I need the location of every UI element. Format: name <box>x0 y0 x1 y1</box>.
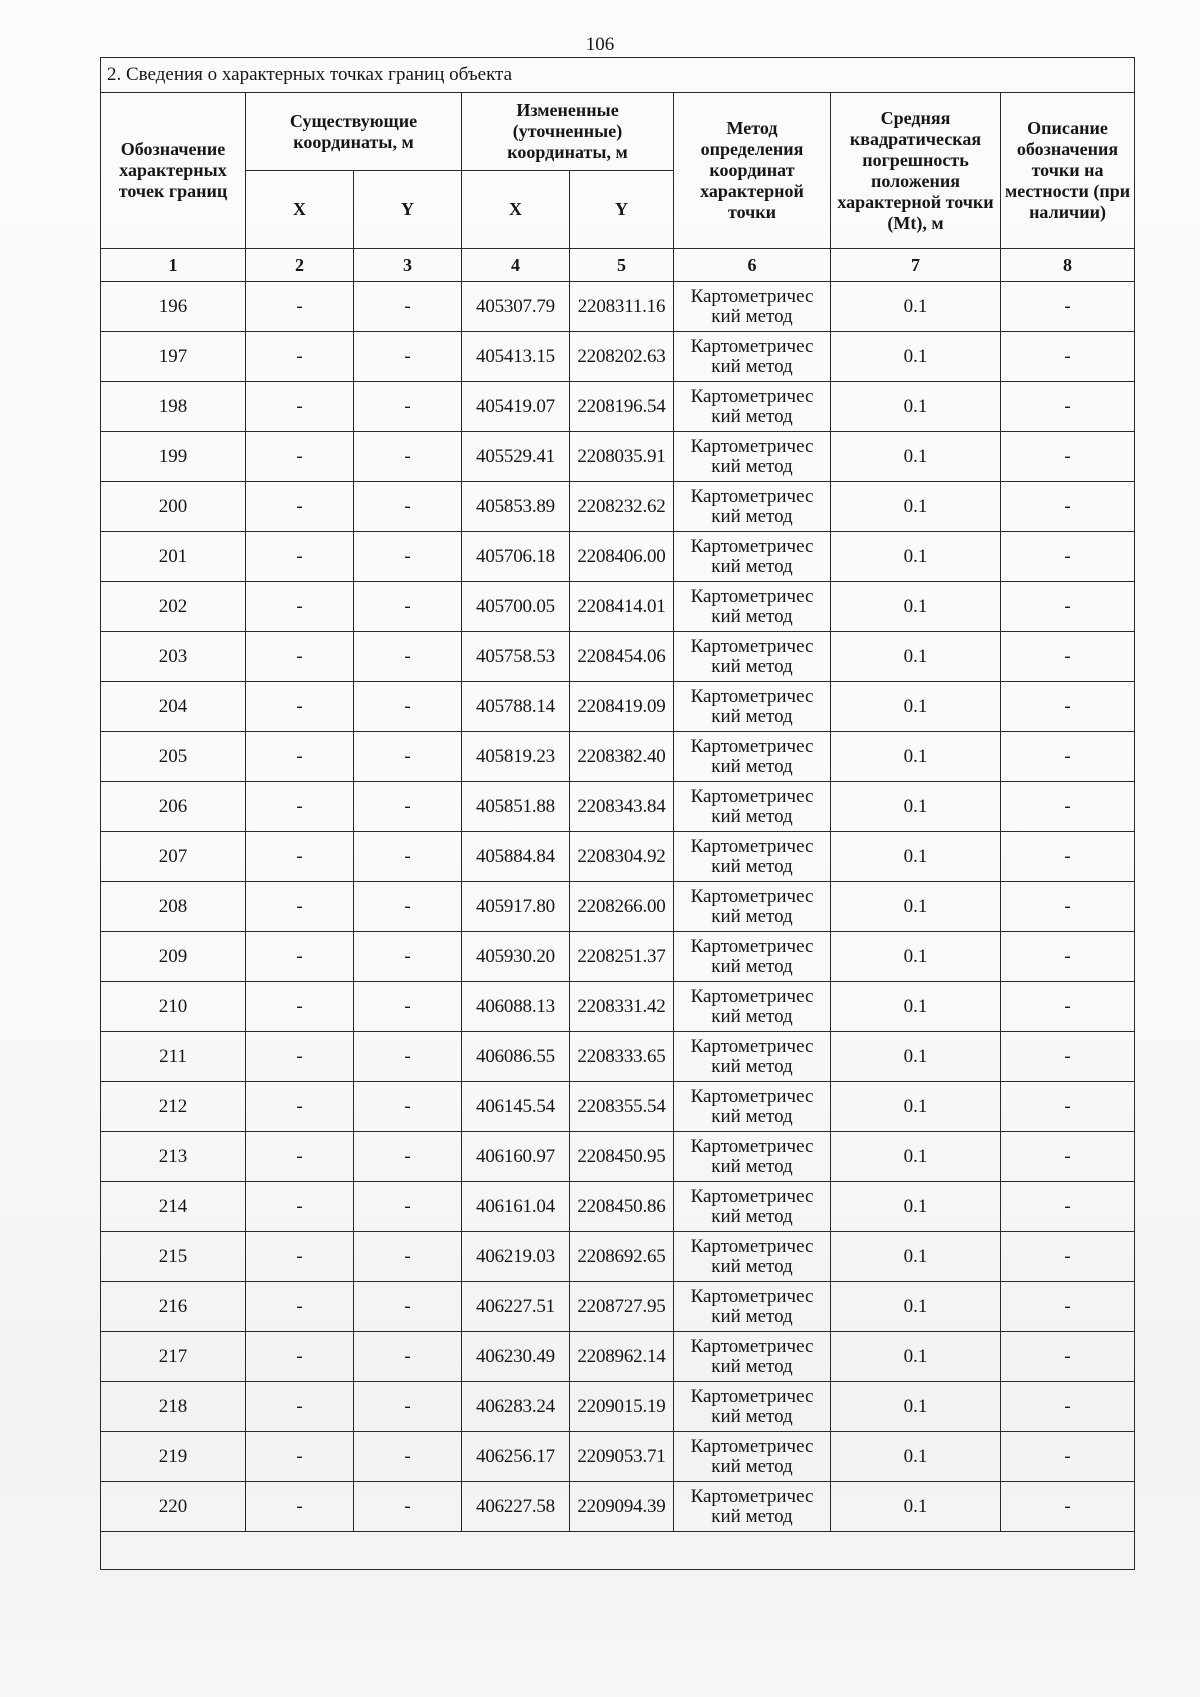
existing-y-cell: - <box>354 1332 462 1382</box>
existing-x-cell: - <box>246 332 354 382</box>
description-cell: - <box>1001 1082 1135 1132</box>
table-row <box>101 1232 1135 1282</box>
description-cell: - <box>1001 332 1135 382</box>
changed-y-cell: 2208343.84 <box>570 782 674 832</box>
method-cell: Картометричес кий метод <box>674 1082 831 1132</box>
error-cell: 0.1 <box>831 382 1001 432</box>
changed-y-cell: 2208406.00 <box>570 532 674 582</box>
point-id-cell: 213 <box>101 1132 246 1182</box>
point-id-cell: 220 <box>101 1482 246 1532</box>
description-cell: - <box>1001 632 1135 682</box>
error-cell: 0.1 <box>831 482 1001 532</box>
point-id-cell: 198 <box>101 382 246 432</box>
error-cell: 0.1 <box>831 682 1001 732</box>
changed-x-cell: 405884.84 <box>462 832 570 882</box>
changed-x-cell: 405307.79 <box>462 282 570 332</box>
table-row <box>101 532 1135 582</box>
column-number-cell: 6 <box>674 249 831 282</box>
error-cell: 0.1 <box>831 582 1001 632</box>
table-row <box>101 882 1135 932</box>
changed-y-cell: 2208202.63 <box>570 332 674 382</box>
changed-y-cell: 2208727.95 <box>570 1282 674 1332</box>
table-row <box>101 1382 1135 1432</box>
point-id-cell: 204 <box>101 682 246 732</box>
method-cell: Картометричес кий метод <box>674 432 831 482</box>
existing-y-cell: - <box>354 832 462 882</box>
point-id-cell: 203 <box>101 632 246 682</box>
existing-x-cell: - <box>246 882 354 932</box>
table-row <box>101 1282 1135 1332</box>
error-cell: 0.1 <box>831 332 1001 382</box>
existing-y-cell: - <box>354 982 462 1032</box>
changed-x-cell: 406088.13 <box>462 982 570 1032</box>
column-number-row <box>101 249 1135 282</box>
existing-x-cell: - <box>246 632 354 682</box>
changed-y-cell: 2208962.14 <box>570 1332 674 1382</box>
header-changed-y: Y <box>570 171 674 249</box>
description-cell: - <box>1001 582 1135 632</box>
header-point-designation: Обозначение характерных точек границ <box>101 93 246 249</box>
existing-y-cell: - <box>354 1182 462 1232</box>
description-cell: - <box>1001 282 1135 332</box>
header-method: Метод определения координат характерной точки <box>674 93 831 249</box>
changed-y-cell: 2208382.40 <box>570 732 674 782</box>
changed-y-cell: 2208311.16 <box>570 282 674 332</box>
method-cell: Картометричес кий метод <box>674 932 831 982</box>
table-row <box>101 582 1135 632</box>
changed-x-cell: 406219.03 <box>462 1232 570 1282</box>
header-changed-x: X <box>462 171 570 249</box>
description-cell: - <box>1001 882 1135 932</box>
header-existing-coordinates: Существующие координаты, м <box>246 93 462 171</box>
table-row <box>101 382 1135 432</box>
point-id-cell: 219 <box>101 1432 246 1482</box>
existing-y-cell: - <box>354 732 462 782</box>
description-cell: - <box>1001 682 1135 732</box>
existing-y-cell: - <box>354 1232 462 1282</box>
page-number: 106 <box>585 34 615 55</box>
changed-y-cell: 2209053.71 <box>570 1432 674 1482</box>
error-cell: 0.1 <box>831 1432 1001 1482</box>
error-cell: 0.1 <box>831 532 1001 582</box>
description-cell: - <box>1001 1482 1135 1532</box>
existing-x-cell: - <box>246 1232 354 1282</box>
changed-x-cell: 405700.05 <box>462 582 570 632</box>
table-row <box>101 1082 1135 1132</box>
method-cell: Картометричес кий метод <box>674 1332 831 1382</box>
existing-x-cell: - <box>246 832 354 882</box>
existing-x-cell: - <box>246 282 354 332</box>
error-cell: 0.1 <box>831 432 1001 482</box>
existing-y-cell: - <box>354 882 462 932</box>
existing-x-cell: - <box>246 782 354 832</box>
method-cell: Картометричес кий метод <box>674 1482 831 1532</box>
error-cell: 0.1 <box>831 1182 1001 1232</box>
existing-x-cell: - <box>246 1282 354 1332</box>
existing-x-cell: - <box>246 732 354 782</box>
changed-y-cell: 2208232.62 <box>570 482 674 532</box>
existing-x-cell: - <box>246 682 354 732</box>
table-row <box>101 632 1135 682</box>
existing-y-cell: - <box>354 382 462 432</box>
changed-x-cell: 405419.07 <box>462 382 570 432</box>
error-cell: 0.1 <box>831 632 1001 682</box>
description-cell: - <box>1001 732 1135 782</box>
error-cell: 0.1 <box>831 1082 1001 1132</box>
existing-y-cell: - <box>354 282 462 332</box>
error-cell: 0.1 <box>831 1332 1001 1382</box>
existing-x-cell: - <box>246 1332 354 1382</box>
changed-x-cell: 406160.97 <box>462 1132 570 1182</box>
point-id-cell: 201 <box>101 532 246 582</box>
table-row <box>101 782 1135 832</box>
method-cell: Картометричес кий метод <box>674 282 831 332</box>
changed-y-cell: 2208333.65 <box>570 1032 674 1082</box>
description-cell: - <box>1001 1432 1135 1482</box>
changed-x-cell: 406256.17 <box>462 1432 570 1482</box>
existing-x-cell: - <box>246 582 354 632</box>
point-id-cell: 200 <box>101 482 246 532</box>
existing-x-cell: - <box>246 1132 354 1182</box>
column-number-cell: 7 <box>831 249 1001 282</box>
table-row <box>101 832 1135 882</box>
changed-x-cell: 405819.23 <box>462 732 570 782</box>
description-cell: - <box>1001 1232 1135 1282</box>
existing-x-cell: - <box>246 1432 354 1482</box>
table-row <box>101 1032 1135 1082</box>
section-title: 2. Сведения о характерных точках границ объекта <box>101 58 1135 93</box>
method-cell: Картометричес кий метод <box>674 332 831 382</box>
error-cell: 0.1 <box>831 932 1001 982</box>
empty-footer-cell <box>101 1532 1135 1570</box>
table-row <box>101 732 1135 782</box>
existing-x-cell: - <box>246 1182 354 1232</box>
point-id-cell: 214 <box>101 1182 246 1232</box>
description-cell: - <box>1001 932 1135 982</box>
error-cell: 0.1 <box>831 282 1001 332</box>
header-mean-square-error: Средняя квадратическая погрешность положения характерной точки (Mt), м <box>831 93 1001 249</box>
column-number-cell: 5 <box>570 249 674 282</box>
error-cell: 0.1 <box>831 1132 1001 1182</box>
existing-y-cell: - <box>354 782 462 832</box>
changed-y-cell: 2208355.54 <box>570 1082 674 1132</box>
description-cell: - <box>1001 982 1135 1032</box>
existing-y-cell: - <box>354 1432 462 1482</box>
changed-y-cell: 2208304.92 <box>570 832 674 882</box>
method-cell: Картометричес кий метод <box>674 882 831 932</box>
method-cell: Картометричес кий метод <box>674 1432 831 1482</box>
description-cell: - <box>1001 1332 1135 1382</box>
point-id-cell: 215 <box>101 1232 246 1282</box>
changed-x-cell: 406161.04 <box>462 1182 570 1232</box>
changed-x-cell: 406230.49 <box>462 1332 570 1382</box>
existing-y-cell: - <box>354 1282 462 1332</box>
table-row <box>101 1482 1135 1532</box>
point-id-cell: 209 <box>101 932 246 982</box>
changed-y-cell: 2208450.95 <box>570 1132 674 1182</box>
method-cell: Картометричес кий метод <box>674 1282 831 1332</box>
point-id-cell: 196 <box>101 282 246 332</box>
table-row <box>101 932 1135 982</box>
point-id-cell: 202 <box>101 582 246 632</box>
table-row <box>101 682 1135 732</box>
existing-y-cell: - <box>354 482 462 532</box>
existing-y-cell: - <box>354 1482 462 1532</box>
error-cell: 0.1 <box>831 1482 1001 1532</box>
description-cell: - <box>1001 482 1135 532</box>
point-id-cell: 211 <box>101 1032 246 1082</box>
changed-x-cell: 405413.15 <box>462 332 570 382</box>
column-number-cell: 1 <box>101 249 246 282</box>
method-cell: Картометричес кий метод <box>674 1032 831 1082</box>
changed-y-cell: 2208414.01 <box>570 582 674 632</box>
existing-y-cell: - <box>354 932 462 982</box>
table-row <box>101 1182 1135 1232</box>
changed-y-cell: 2208251.37 <box>570 932 674 982</box>
existing-x-cell: - <box>246 1082 354 1132</box>
method-cell: Картометричес кий метод <box>674 732 831 782</box>
method-cell: Картометричес кий метод <box>674 982 831 1032</box>
description-cell: - <box>1001 1382 1135 1432</box>
method-cell: Картометричес кий метод <box>674 532 831 582</box>
changed-y-cell: 2208454.06 <box>570 632 674 682</box>
point-id-cell: 216 <box>101 1282 246 1332</box>
error-cell: 0.1 <box>831 1232 1001 1282</box>
description-cell: - <box>1001 1282 1135 1332</box>
header-existing-x: X <box>246 171 354 249</box>
changed-y-cell: 2209094.39 <box>570 1482 674 1532</box>
method-cell: Картометричес кий метод <box>674 1232 831 1282</box>
changed-x-cell: 405917.80 <box>462 882 570 932</box>
existing-y-cell: - <box>354 582 462 632</box>
header-changed-coordinates: Измененные (уточненные) координаты, м <box>462 93 674 171</box>
existing-y-cell: - <box>354 532 462 582</box>
changed-y-cell: 2208196.54 <box>570 382 674 432</box>
existing-x-cell: - <box>246 532 354 582</box>
table-row <box>101 282 1135 332</box>
column-number-cell: 2 <box>246 249 354 282</box>
method-cell: Картометричес кий метод <box>674 682 831 732</box>
description-cell: - <box>1001 1182 1135 1232</box>
changed-y-cell: 2208331.42 <box>570 982 674 1032</box>
error-cell: 0.1 <box>831 832 1001 882</box>
changed-x-cell: 406227.51 <box>462 1282 570 1332</box>
point-id-cell: 205 <box>101 732 246 782</box>
point-id-cell: 207 <box>101 832 246 882</box>
existing-y-cell: - <box>354 1132 462 1182</box>
existing-y-cell: - <box>354 432 462 482</box>
boundary-points-table <box>100 57 1135 1570</box>
changed-x-cell: 406145.54 <box>462 1082 570 1132</box>
table-row <box>101 482 1135 532</box>
existing-x-cell: - <box>246 382 354 432</box>
changed-y-cell: 2208266.00 <box>570 882 674 932</box>
description-cell: - <box>1001 382 1135 432</box>
point-id-cell: 217 <box>101 1332 246 1382</box>
method-cell: Картометричес кий метод <box>674 582 831 632</box>
method-cell: Картометричес кий метод <box>674 1182 831 1232</box>
changed-x-cell: 406086.55 <box>462 1032 570 1082</box>
error-cell: 0.1 <box>831 1032 1001 1082</box>
existing-y-cell: - <box>354 682 462 732</box>
error-cell: 0.1 <box>831 1282 1001 1332</box>
existing-y-cell: - <box>354 1082 462 1132</box>
description-cell: - <box>1001 432 1135 482</box>
existing-x-cell: - <box>246 1032 354 1082</box>
method-cell: Картометричес кий метод <box>674 1132 831 1182</box>
existing-x-cell: - <box>246 1482 354 1532</box>
table-row <box>101 1132 1135 1182</box>
changed-y-cell: 2209015.19 <box>570 1382 674 1432</box>
existing-x-cell: - <box>246 982 354 1032</box>
error-cell: 0.1 <box>831 782 1001 832</box>
table-row <box>101 1432 1135 1482</box>
description-cell: - <box>1001 1132 1135 1182</box>
changed-x-cell: 406227.58 <box>462 1482 570 1532</box>
method-cell: Картометричес кий метод <box>674 482 831 532</box>
existing-x-cell: - <box>246 432 354 482</box>
description-cell: - <box>1001 832 1135 882</box>
changed-x-cell: 405851.88 <box>462 782 570 832</box>
point-id-cell: 199 <box>101 432 246 482</box>
column-number-cell: 8 <box>1001 249 1135 282</box>
changed-x-cell: 405706.18 <box>462 532 570 582</box>
method-cell: Картометричес кий метод <box>674 832 831 882</box>
changed-x-cell: 405529.41 <box>462 432 570 482</box>
method-cell: Картометричес кий метод <box>674 1382 831 1432</box>
changed-x-cell: 405930.20 <box>462 932 570 982</box>
changed-x-cell: 405853.89 <box>462 482 570 532</box>
existing-x-cell: - <box>246 932 354 982</box>
existing-x-cell: - <box>246 1382 354 1432</box>
changed-y-cell: 2208035.91 <box>570 432 674 482</box>
table-row <box>101 1332 1135 1382</box>
changed-x-cell: 405758.53 <box>462 632 570 682</box>
existing-y-cell: - <box>354 1382 462 1432</box>
method-cell: Картометричес кий метод <box>674 382 831 432</box>
existing-y-cell: - <box>354 332 462 382</box>
table-row <box>101 982 1135 1032</box>
changed-y-cell: 2208692.65 <box>570 1232 674 1282</box>
empty-footer-row <box>101 1532 1135 1570</box>
point-id-cell: 197 <box>101 332 246 382</box>
table-row <box>101 432 1135 482</box>
point-id-cell: 208 <box>101 882 246 932</box>
table-row <box>101 332 1135 382</box>
error-cell: 0.1 <box>831 882 1001 932</box>
changed-y-cell: 2208419.09 <box>570 682 674 732</box>
existing-y-cell: - <box>354 632 462 682</box>
method-cell: Картометричес кий метод <box>674 632 831 682</box>
column-number-cell: 3 <box>354 249 462 282</box>
description-cell: - <box>1001 532 1135 582</box>
changed-x-cell: 405788.14 <box>462 682 570 732</box>
error-cell: 0.1 <box>831 982 1001 1032</box>
header-existing-y: Y <box>354 171 462 249</box>
point-id-cell: 212 <box>101 1082 246 1132</box>
existing-x-cell: - <box>246 482 354 532</box>
existing-y-cell: - <box>354 1032 462 1082</box>
description-cell: - <box>1001 1032 1135 1082</box>
column-number-cell: 4 <box>462 249 570 282</box>
error-cell: 0.1 <box>831 732 1001 782</box>
method-cell: Картометричес кий метод <box>674 782 831 832</box>
point-id-cell: 210 <box>101 982 246 1032</box>
error-cell: 0.1 <box>831 1382 1001 1432</box>
changed-x-cell: 406283.24 <box>462 1382 570 1432</box>
point-id-cell: 206 <box>101 782 246 832</box>
description-cell: - <box>1001 782 1135 832</box>
changed-y-cell: 2208450.86 <box>570 1182 674 1232</box>
point-id-cell: 218 <box>101 1382 246 1432</box>
header-description: Описание обозначения точки на местности (при наличии) <box>1001 93 1135 249</box>
